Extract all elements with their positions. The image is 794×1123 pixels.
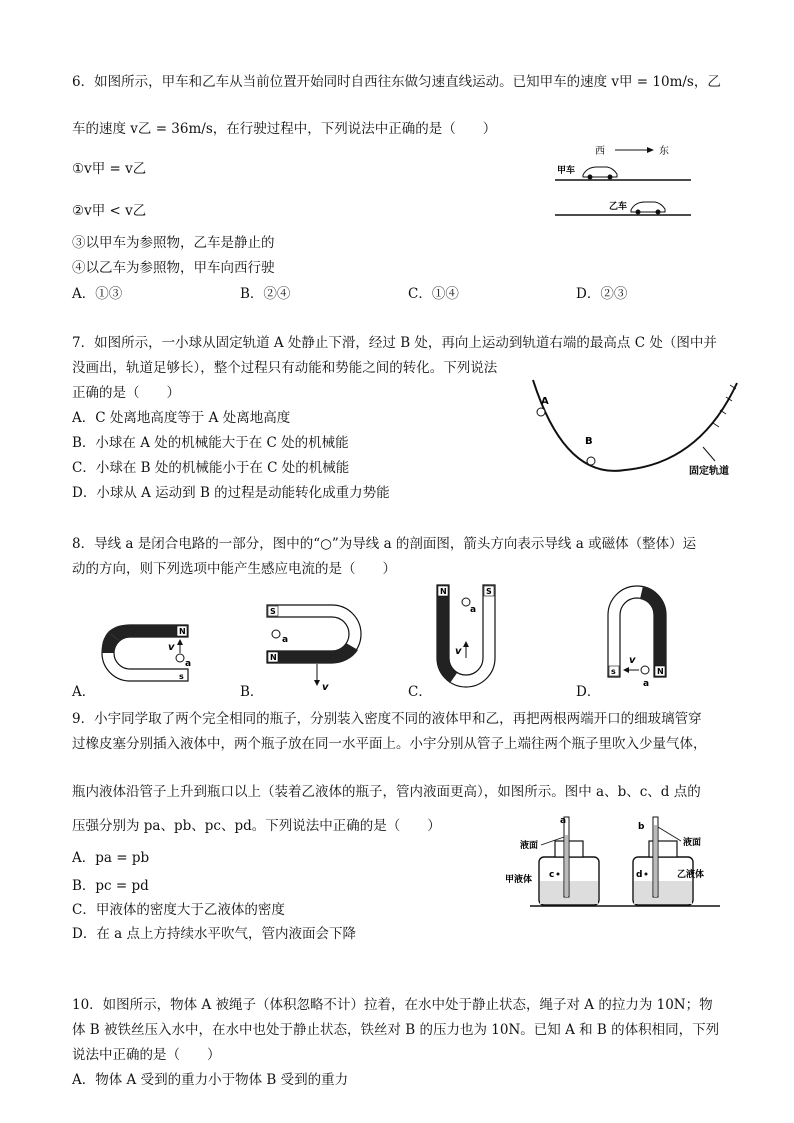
magnet-d-n-label: N [657,667,664,676]
q8-magnet-d [603,582,673,690]
q10-line3: 说法中正确的是（ ） [72,1047,221,1063]
q9-point-c: c [549,870,555,880]
q10-line1: 10．如图所示，物体 A 被绳子（体积忽略不计）拉着，在水中处于静止状态，绳子对 A 的拉力为 10N；物 [72,997,713,1013]
q10-line2: 体 B 被铁丝压入水中，在水中也处于静止状态，铁丝对 B 的压力也为 10N。已知 A 和 B 的体积相同，下列 [72,1022,720,1038]
q7-line1: 7．如图所示，一小球从固定轨道 A 处静止下滑，经过 B 处，再向上运动到轨道右端的最高点 C 处（图中并 [72,335,717,351]
q8-magnet-a [100,620,195,690]
q9-point-d: d [636,870,643,880]
q6-option-c: C．①④ [408,286,459,302]
wire-d [641,666,649,674]
q9-option-d: D．在 a 点上方持续水平吹气，管内液面会下降 [72,926,356,942]
q7-track-label: 固定轨道 [689,466,729,477]
magnet-c-s-label: S [486,587,492,596]
magnet-a-wire-label: a [185,659,192,669]
ball-a [537,408,545,416]
q7-point-a: A [541,396,549,407]
q7-line2: 没画出，轨道足够长），整个过程只有动能和势能之间的转化。下列说法 [72,360,498,376]
q8-option-d: D． [576,684,601,700]
magnet-d-wire-label: a [643,679,650,689]
q8-magnet-c [432,582,502,690]
q9-line2: 过橡皮塞分别插入液体中，两个瓶子放在同一水平面上。小宇分别从管子上端往两个瓶子里吹入少量气体， [72,736,707,752]
q6-statement-3: ③以甲车为参照物，乙车是静止的 [72,235,275,251]
magnet-d-v-label: v [629,655,636,666]
q6-west-label: 西 [595,146,605,157]
q8-option-a: A． [72,684,96,700]
car-a-icon [583,167,617,180]
q9-liquid-a-label: 甲液体 [505,875,533,885]
wire-b [272,630,280,638]
magnet-c-v-label: v [455,646,462,657]
magnet-c-wire-label: a [470,605,477,615]
magnet-d-s-label: s [611,667,616,676]
q9-surface-label-left: 液面 [520,841,539,851]
magnet-c-n-label: N [440,587,447,596]
q10-option-a: A．物体 A 受到的重力小于物体 B 受到的重力 [72,1072,349,1088]
q8-line2: 动的方向，则下列选项中能产生感应电流的是（ ） [72,561,396,577]
q9-liquid-b-label: 乙液体 [677,870,705,880]
q7-line3: 正确的是（ ） [72,385,180,401]
q9-point-a: a [560,816,567,826]
q9-bottles-figure [505,815,720,911]
magnet-a-n-label: N [179,627,186,636]
q6-cars-figure [555,140,695,220]
q7-option-c: C．小球在 B 处的机械能小于在 C 处的机械能 [72,460,350,476]
magnet-a-v-label: v [168,642,175,653]
q9-surface-label-right: 液面 [683,838,702,848]
q6-statement-2: ②v甲 < v乙 [72,203,147,219]
q9-option-a: A．pa = pb [72,850,150,866]
wire-a [176,654,184,662]
q8-magnet-b [262,600,372,695]
q6-car-b-label: 乙车 [609,202,628,212]
magnet-b-v-label: v [322,682,329,693]
q9-option-b: B．pc = pd [72,878,149,894]
q6-car-a-label: 甲车 [557,166,576,176]
q6-line1: 6．如图所示，甲车和乙车从当前位置开始同时自西往东做匀速直线运动。已知甲车的速度 v甲 = 10m/s，乙 [72,74,721,90]
q6-statement-1: ①v甲 = v乙 [72,161,147,177]
magnet-b-wire-label: a [282,635,289,645]
q8-option-b: B． [240,684,264,700]
q6-option-a: A．①③ [72,286,123,302]
magnet-a-s-label: s [179,672,184,681]
q7-option-b: B．小球在 A 处的机械能大于在 C 处的机械能 [72,435,349,451]
q7-track-figure [525,375,750,485]
car-b-icon [631,202,665,215]
q8-option-c: C． [408,684,432,700]
magnet-b-n-label: N [270,653,277,662]
q6-line2: 车的速度 v乙 = 36m/s，在行驶过程中，下列说法中正确的是（ ） [72,121,497,137]
q9-line1: 9．小宇同学取了两个完全相同的瓶子，分别装入密度不同的液体甲和乙，再把两根两端开口的细玻璃管穿 [72,711,702,727]
q7-option-a: A．C 处离地高度等于 A 处离地高度 [72,410,291,426]
q9-line4: 压强分别为 pa、pb、pc、pd。下列说法中正确的是（ ） [72,818,441,834]
q9-line3: 瓶内液体沿管子上升到瓶口以上（装着乙液体的瓶子，管内液面更高），如图所示。图中 a、b、c、d 点的 [72,784,701,800]
q6-east-label: 东 [659,146,669,157]
q6-statement-4: ④以乙车为参照物，甲车向西行驶 [72,260,275,276]
q9-option-c: C．甲液体的密度大于乙液体的密度 [72,902,285,918]
q6-option-d: D．②③ [576,286,628,302]
q9-point-b: b [638,822,645,832]
q7-option-d: D．小球从 A 运动到 B 的过程是动能转化成重力势能 [72,485,390,501]
wire-c [462,598,470,606]
q8-line1: 8．导线 a 是闭合电路的一部分，图中的“○”为导线 a 的剖面图，箭头方向表示导线 a 或磁体（整体）运 [72,536,697,552]
ball-b [587,457,595,465]
q6-option-b: B．②④ [240,286,291,302]
q7-point-b: B [585,436,593,447]
magnet-b-s-label: S [270,607,276,616]
